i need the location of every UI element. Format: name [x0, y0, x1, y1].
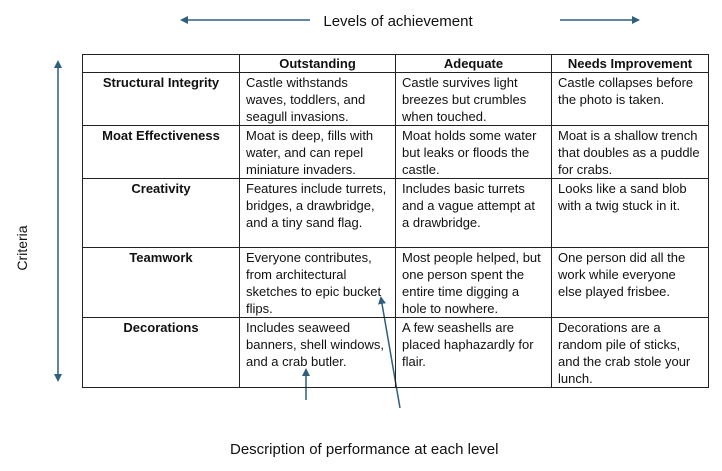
description-cell: A few seashells are placed haphazardly for flair.: [396, 318, 552, 388]
criteria-axis-label: Criteria: [14, 225, 30, 271]
description-cell: Castle withstands waves, toddlers, and seagull invasions.: [240, 73, 396, 126]
description-cell: Castle collapses before the photo is taken.: [552, 73, 709, 126]
table-row: [83, 73, 709, 126]
corner-cell: [83, 55, 240, 73]
description-cell: Castle survives light breezes but crumbles when touched.: [396, 73, 552, 126]
level-header-outstanding: Outstanding: [240, 55, 396, 73]
description-caption: Description of performance at each level: [230, 441, 499, 458]
description-cell: Moat holds some water but leaks or floods the castle.: [396, 126, 552, 179]
description-cell: Features include turrets, bridges, a drawbridge, and a tiny sand flag.: [240, 179, 396, 248]
table-row: [83, 126, 709, 179]
description-cell: Includes seaweed banners, shell windows, and a crab butler.: [240, 318, 396, 388]
table-row: [83, 248, 709, 318]
table-row: [83, 179, 709, 248]
description-cell: Moat is a shallow trench that doubles as a puddle for crabs.: [552, 126, 709, 179]
description-cell: Most people helped, but one person spent the entire time digging a hole to nowhere.: [396, 248, 552, 318]
criterion-cell: Creativity: [83, 179, 240, 248]
header-row: [83, 55, 709, 73]
levels-of-achievement-label: Levels of achievement: [323, 13, 473, 30]
description-cell: Everyone contributes, from architectural sketches to epic bucket flips.: [240, 248, 396, 318]
description-cell: Includes basic turrets and a vague attempt at a drawbridge.: [396, 179, 552, 248]
level-header-adequate: Adequate: [396, 55, 552, 73]
description-cell: Moat is deep, fills with water, and can repel miniature invaders.: [240, 126, 396, 179]
table-row: [83, 318, 709, 388]
description-cell: Decorations are a random pile of sticks, and the crab stole your lunch.: [552, 318, 709, 388]
rubric-table: [82, 54, 709, 388]
criterion-cell: Structural Integrity: [83, 73, 240, 126]
criterion-cell: Teamwork: [83, 248, 240, 318]
criterion-cell: Decorations: [83, 318, 240, 388]
description-cell: Looks like a sand blob with a twig stuck in it.: [552, 179, 709, 248]
description-cell: One person did all the work while everyone else played frisbee.: [552, 248, 709, 318]
criterion-cell: Moat Effectiveness: [83, 126, 240, 179]
level-header-needs-improvement: Needs Improvement: [552, 55, 709, 73]
